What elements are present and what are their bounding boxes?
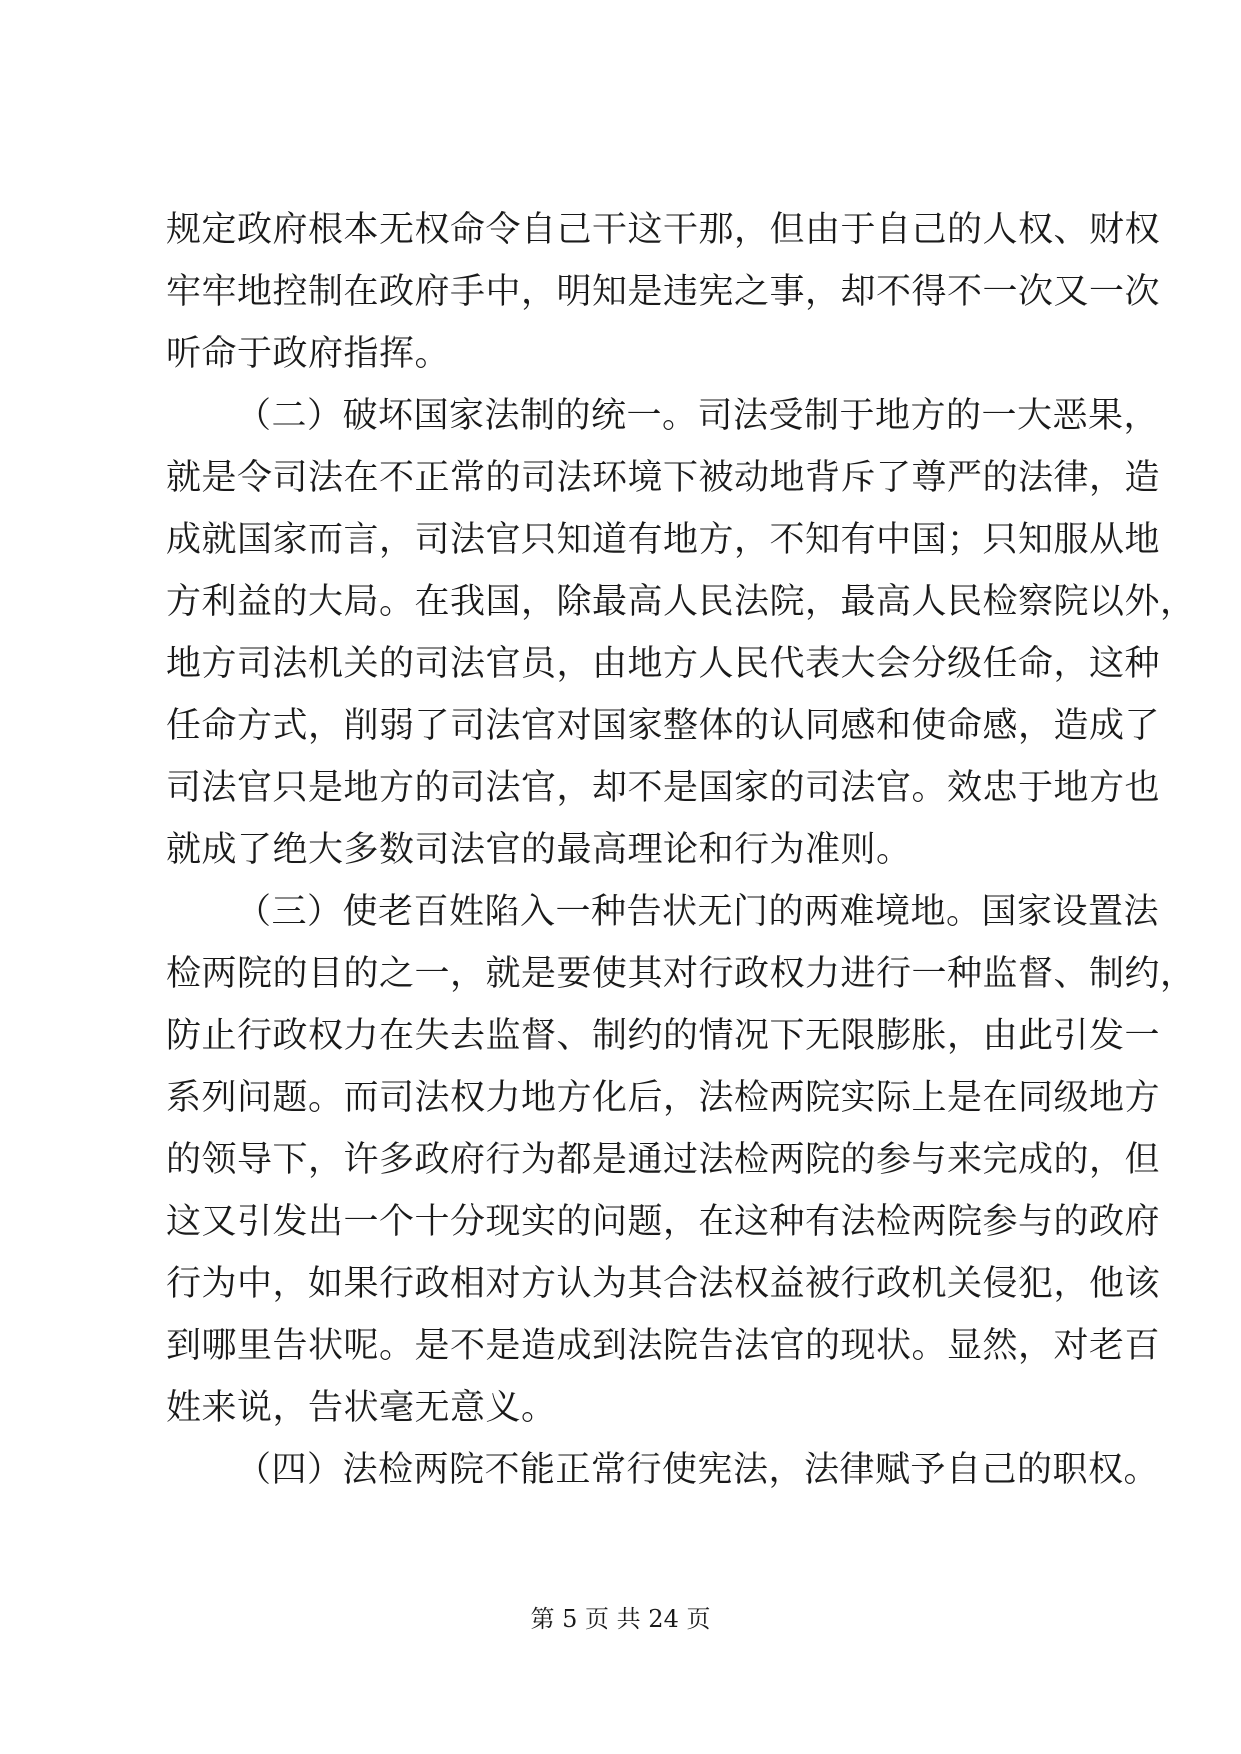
paragraph-heading-3: （三）使老百姓陷入一种告状无门的两难境地。国家设置法 — [236, 892, 1160, 932]
text-line: 规定政府根本无权命令自己干这干那，但由于自己的人权、财权 — [166, 210, 1161, 250]
text-line: 就是令司法在不正常的司法环境下被动地背斥了尊严的法律，造 — [166, 458, 1161, 498]
text-line: 成就国家而言，司法官只知道有地方，不知有中国；只知服从地 — [166, 520, 1161, 560]
text-line: 的领导下，许多政府行为都是通过法检两院的参与来完成的，但 — [166, 1140, 1161, 1180]
text-line: 任命方式，削弱了司法官对国家整体的认同感和使命感，造成了 — [166, 706, 1161, 746]
text-line: 防止行政权力在失去监督、制约的情况下无限膨胀，由此引发一 — [166, 1016, 1161, 1056]
text-line: 系列问题。而司法权力地方化后，法检两院实际上是在同级地方 — [166, 1078, 1161, 1118]
text-line: 地方司法机关的司法官员，由地方人民代表大会分级任命，这种 — [166, 644, 1161, 684]
text-line: 到哪里告状呢。是不是造成到法院告法官的现状。显然，对老百 — [166, 1326, 1161, 1366]
text-line: 就成了绝大多数司法官的最高理论和行为准则。 — [166, 830, 912, 870]
text-line: 行为中，如果行政相对方认为其合法权益被行政机关侵犯，他该 — [166, 1264, 1161, 1304]
paragraph-heading-2: （二）破坏国家法制的统一。司法受制于地方的一大恶果， — [236, 396, 1160, 436]
text-line: 方利益的大局。在我国，除最高人民法院，最高人民检察院以外， — [166, 582, 1196, 622]
text-line: 这又引发出一个十分现实的问题，在这种有法检两院参与的政府 — [166, 1202, 1161, 1242]
text-line: 姓来说，告状毫无意义。 — [166, 1388, 557, 1428]
page-number-footer: 第 5 页 共 24 页 — [530, 1605, 711, 1633]
text-line: 听命于政府指挥。 — [166, 334, 451, 374]
text-line: 检两院的目的之一，就是要使其对行政权力进行一种监督、制约， — [166, 954, 1196, 994]
text-line: 牢牢地控制在政府手中，明知是违宪之事，却不得不一次又一次 — [166, 272, 1161, 312]
paragraph-heading-4: （四）法检两院不能正常行使宪法，法律赋予自己的职权。 — [236, 1450, 1160, 1490]
text-line: 司法官只是地方的司法官，却不是国家的司法官。效忠于地方也 — [166, 768, 1161, 808]
